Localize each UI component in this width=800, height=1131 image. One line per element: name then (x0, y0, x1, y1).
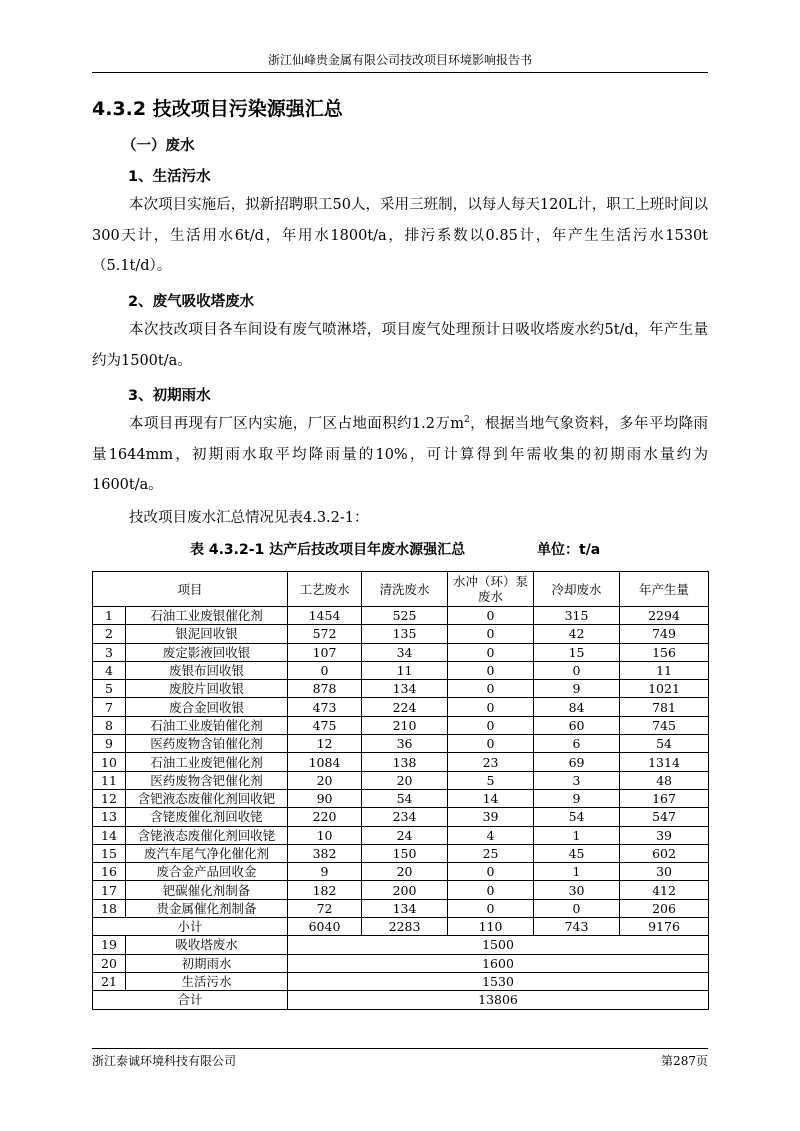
table-cell: 0 (448, 863, 534, 881)
table-cell: 12 (288, 735, 362, 753)
table-cell: 18 (93, 899, 126, 917)
page-number: 第287页 (661, 1054, 708, 1068)
table-cell: 含铑废催化剂回收铑 (126, 808, 288, 826)
table-cell: 30 (620, 863, 709, 881)
table-cell: 17 (93, 881, 126, 899)
item3-title: 3、初期雨水 (128, 388, 211, 404)
table-cell: 9 (93, 735, 126, 753)
table-cell: 0 (448, 735, 534, 753)
table-cell: 84 (534, 698, 620, 716)
table-cell: 2294 (620, 607, 709, 625)
table-cell: 0 (448, 881, 534, 899)
table-cell: 1454 (288, 607, 362, 625)
table-row (93, 643, 709, 661)
item2-title: 2、废气吸收塔废水 (128, 294, 255, 310)
table-row (93, 698, 709, 716)
table-caption: 表 4.3.2-1 达产后技改项目年废水源强汇总 (190, 542, 466, 558)
table-cell: 1 (93, 607, 126, 625)
table-cell: 134 (362, 680, 448, 698)
table-cell: 200 (362, 881, 448, 899)
table-cell: 5 (93, 680, 126, 698)
table-cell: 30 (534, 881, 620, 899)
table-cell: 24 (362, 826, 448, 844)
table-row (93, 771, 709, 789)
table-cell: 745 (620, 716, 709, 734)
table-cell: 8 (93, 716, 126, 734)
table-row (93, 972, 709, 990)
table-cell: 156 (620, 643, 709, 661)
table-row (93, 954, 709, 972)
table-cell: 34 (362, 643, 448, 661)
table-cell: 钯碳催化剂制备 (126, 881, 288, 899)
item3-superscript: 2 (464, 415, 470, 426)
table-cell: 医药废物含钯催化剂 (126, 771, 288, 789)
table-cell: 54 (362, 789, 448, 807)
table-cell: 含铑液态废催化剂回收铑 (126, 826, 288, 844)
header-process: 工艺废水 (288, 572, 362, 607)
table-row (93, 881, 709, 899)
table-cell: 60 (534, 716, 620, 734)
table-cell: 15 (534, 643, 620, 661)
table-cell: 10 (93, 753, 126, 771)
subtotal-cell: 6040 (288, 918, 362, 936)
table-cell: 9 (288, 863, 362, 881)
page-footer (92, 1048, 708, 1069)
table-row (93, 680, 709, 698)
header-cooling: 冷却废水 (534, 572, 620, 607)
table-cell: 废定影液回收银 (126, 643, 288, 661)
header-pump: 水冲（环）泵废水 (448, 572, 534, 607)
table-cell: 602 (620, 844, 709, 862)
table-cell: 20 (288, 771, 362, 789)
table-cell: 0 (448, 661, 534, 679)
total-label: 合计 (93, 991, 288, 1009)
table-cell: 36 (362, 735, 448, 753)
table-cell: 含钯液态废催化剂回收钯 (126, 789, 288, 807)
table-cell: 69 (534, 753, 620, 771)
item3-text-a: 本项目再现有厂区内实施，厂区占地面积约1.2万m (129, 416, 465, 432)
subtotal-label: 小计 (93, 918, 288, 936)
table-cell: 9 (534, 680, 620, 698)
table-row (93, 716, 709, 734)
table-cell: 39 (620, 826, 709, 844)
table-cell: 475 (288, 716, 362, 734)
table-row (93, 826, 709, 844)
table-cell: 14 (93, 826, 126, 844)
table-cell: 6 (534, 735, 620, 753)
table-cell: 1314 (620, 753, 709, 771)
table-cell: 0 (448, 643, 534, 661)
table-cell: 48 (620, 771, 709, 789)
table-cell: 0 (534, 661, 620, 679)
table-cell: 14 (448, 789, 534, 807)
table-row (93, 936, 709, 954)
item1-paragraph: 本次项目实施后，拟新招聘职工50人，采用三班制，以每人每天120L计，职工上班时间以300天计，生活用水6t/d，年用水1800t/a，排污系数以0.85计，年产生生活污水1530t（5.1t/d）。 (92, 197, 708, 274)
table-cell: 生活污水 (126, 972, 288, 990)
item1-title: 1、生活污水 (128, 169, 211, 185)
table-cell: 15 (93, 844, 126, 862)
table-cell: 9 (534, 789, 620, 807)
table-cell: 11 (93, 771, 126, 789)
table-cell: 20 (362, 863, 448, 881)
table-row (93, 661, 709, 679)
table-cell: 废银布回收银 (126, 661, 288, 679)
table-cell: 1021 (620, 680, 709, 698)
table-cell: 废合金产品回收金 (126, 863, 288, 881)
table-cell: 11 (620, 661, 709, 679)
table-cell: 初期雨水 (126, 954, 288, 972)
subtotal-row (93, 918, 709, 936)
table-cell: 石油工业废银催化剂 (126, 607, 288, 625)
table-cell: 7 (93, 698, 126, 716)
table-cell: 135 (362, 625, 448, 643)
table-cell: 412 (620, 881, 709, 899)
table-cell: 废合金回收银 (126, 698, 288, 716)
table-cell: 72 (288, 899, 362, 917)
table-row (93, 735, 709, 753)
table-cell: 21 (93, 972, 126, 990)
table-cell: 0 (448, 607, 534, 625)
table-cell: 医药废物含铂催化剂 (126, 735, 288, 753)
table-cell: 182 (288, 881, 362, 899)
header-cleaning: 清洗废水 (362, 572, 448, 607)
table-cell: 54 (620, 735, 709, 753)
table-cell: 234 (362, 808, 448, 826)
table-cell: 39 (448, 808, 534, 826)
table-cell: 90 (288, 789, 362, 807)
table-cell: 12 (93, 789, 126, 807)
table-cell: 1084 (288, 753, 362, 771)
table-cell: 13 (93, 808, 126, 826)
table-cell: 45 (534, 844, 620, 862)
header-annual: 年产生量 (620, 572, 709, 607)
subsection-wastewater: （一）废水 (122, 138, 195, 154)
table-cell: 473 (288, 698, 362, 716)
table-cell: 572 (288, 625, 362, 643)
table-cell: 贵金属催化剂制备 (126, 899, 288, 917)
table-row (93, 863, 709, 881)
table-cell: 525 (362, 607, 448, 625)
table-cell: 10 (288, 826, 362, 844)
table-cell: 107 (288, 643, 362, 661)
table-cell: 银泥回收银 (126, 625, 288, 643)
subtotal-cell: 110 (448, 918, 534, 936)
table-row (93, 625, 709, 643)
header-item: 项目 (93, 572, 288, 607)
table-cell: 石油工业废钯催化剂 (126, 753, 288, 771)
table-cell: 20 (93, 954, 126, 972)
table-cell: 吸收塔废水 (126, 936, 288, 954)
table-cell: 11 (362, 661, 448, 679)
table-cell: 1500 (288, 936, 709, 954)
table-row (93, 789, 709, 807)
page-header: 浙江仙峰贵金属有限公司技改项目环境影响报告书 (92, 50, 708, 73)
table-cell: 878 (288, 680, 362, 698)
table-cell: 0 (448, 680, 534, 698)
table-cell: 781 (620, 698, 709, 716)
table-cell: 547 (620, 808, 709, 826)
table-unit: 单位：t/a (537, 542, 601, 558)
table-row (93, 899, 709, 917)
table-cell: 0 (448, 698, 534, 716)
table-cell: 0 (448, 716, 534, 734)
table-cell: 1600 (288, 954, 709, 972)
total-row (93, 991, 709, 1009)
subtotal-cell: 9176 (620, 918, 709, 936)
table-cell: 315 (534, 607, 620, 625)
table-cell: 1530 (288, 972, 709, 990)
item2-paragraph: 本次技改项目各车间设有废气喷淋塔，项目废气处理预计日吸收塔废水约5t/d，年产生量约为1500t/a。 (92, 322, 708, 369)
item3-text-b: ，根据当地气象资料，多年平均降雨量1644mm，初期雨水取平均降雨量的10%，可计算得到年需收集的初期雨水量约为1600t/a。 (92, 416, 708, 493)
table-intro: 技改项目废水汇总情况见表4.3.2-1： (129, 510, 369, 526)
table-cell: 4 (93, 661, 126, 679)
item3-paragraph (92, 409, 708, 501)
table-cell: 3 (93, 643, 126, 661)
table-cell: 2 (93, 625, 126, 643)
table-cell: 224 (362, 698, 448, 716)
table-cell: 1 (534, 863, 620, 881)
wastewater-table (92, 571, 709, 1010)
table-cell: 138 (362, 753, 448, 771)
table-cell: 0 (448, 899, 534, 917)
table-cell: 382 (288, 844, 362, 862)
table-cell: 220 (288, 808, 362, 826)
table-cell: 54 (534, 808, 620, 826)
table-row (93, 607, 709, 625)
table-cell: 42 (534, 625, 620, 643)
table-cell: 废胶片回收银 (126, 680, 288, 698)
subtotal-cell: 2283 (362, 918, 448, 936)
subtotal-cell: 743 (534, 918, 620, 936)
table-cell: 210 (362, 716, 448, 734)
table-header-row (93, 572, 709, 607)
table-cell: 19 (93, 936, 126, 954)
table-cell: 3 (534, 771, 620, 789)
table-row (93, 753, 709, 771)
table-cell: 0 (448, 625, 534, 643)
table-row (93, 808, 709, 826)
table-cell: 1 (534, 826, 620, 844)
table-cell: 206 (620, 899, 709, 917)
table-cell: 150 (362, 844, 448, 862)
section-title: 4.3.2 技改项目污染源强汇总 (92, 98, 343, 120)
table-cell: 0 (534, 899, 620, 917)
table-row (93, 844, 709, 862)
footer-company: 浙江泰诚环境科技有限公司 (92, 1054, 237, 1068)
table-cell: 20 (362, 771, 448, 789)
table-cell: 5 (448, 771, 534, 789)
table-cell: 16 (93, 863, 126, 881)
table-cell: 134 (362, 899, 448, 917)
table-cell: 4 (448, 826, 534, 844)
table-cell: 石油工业废铂催化剂 (126, 716, 288, 734)
total-value: 13806 (288, 991, 709, 1009)
table-cell: 0 (288, 661, 362, 679)
table-cell: 749 (620, 625, 709, 643)
table-cell: 167 (620, 789, 709, 807)
table-cell: 25 (448, 844, 534, 862)
table-cell: 23 (448, 753, 534, 771)
table-cell: 废汽车尾气净化催化剂 (126, 844, 288, 862)
